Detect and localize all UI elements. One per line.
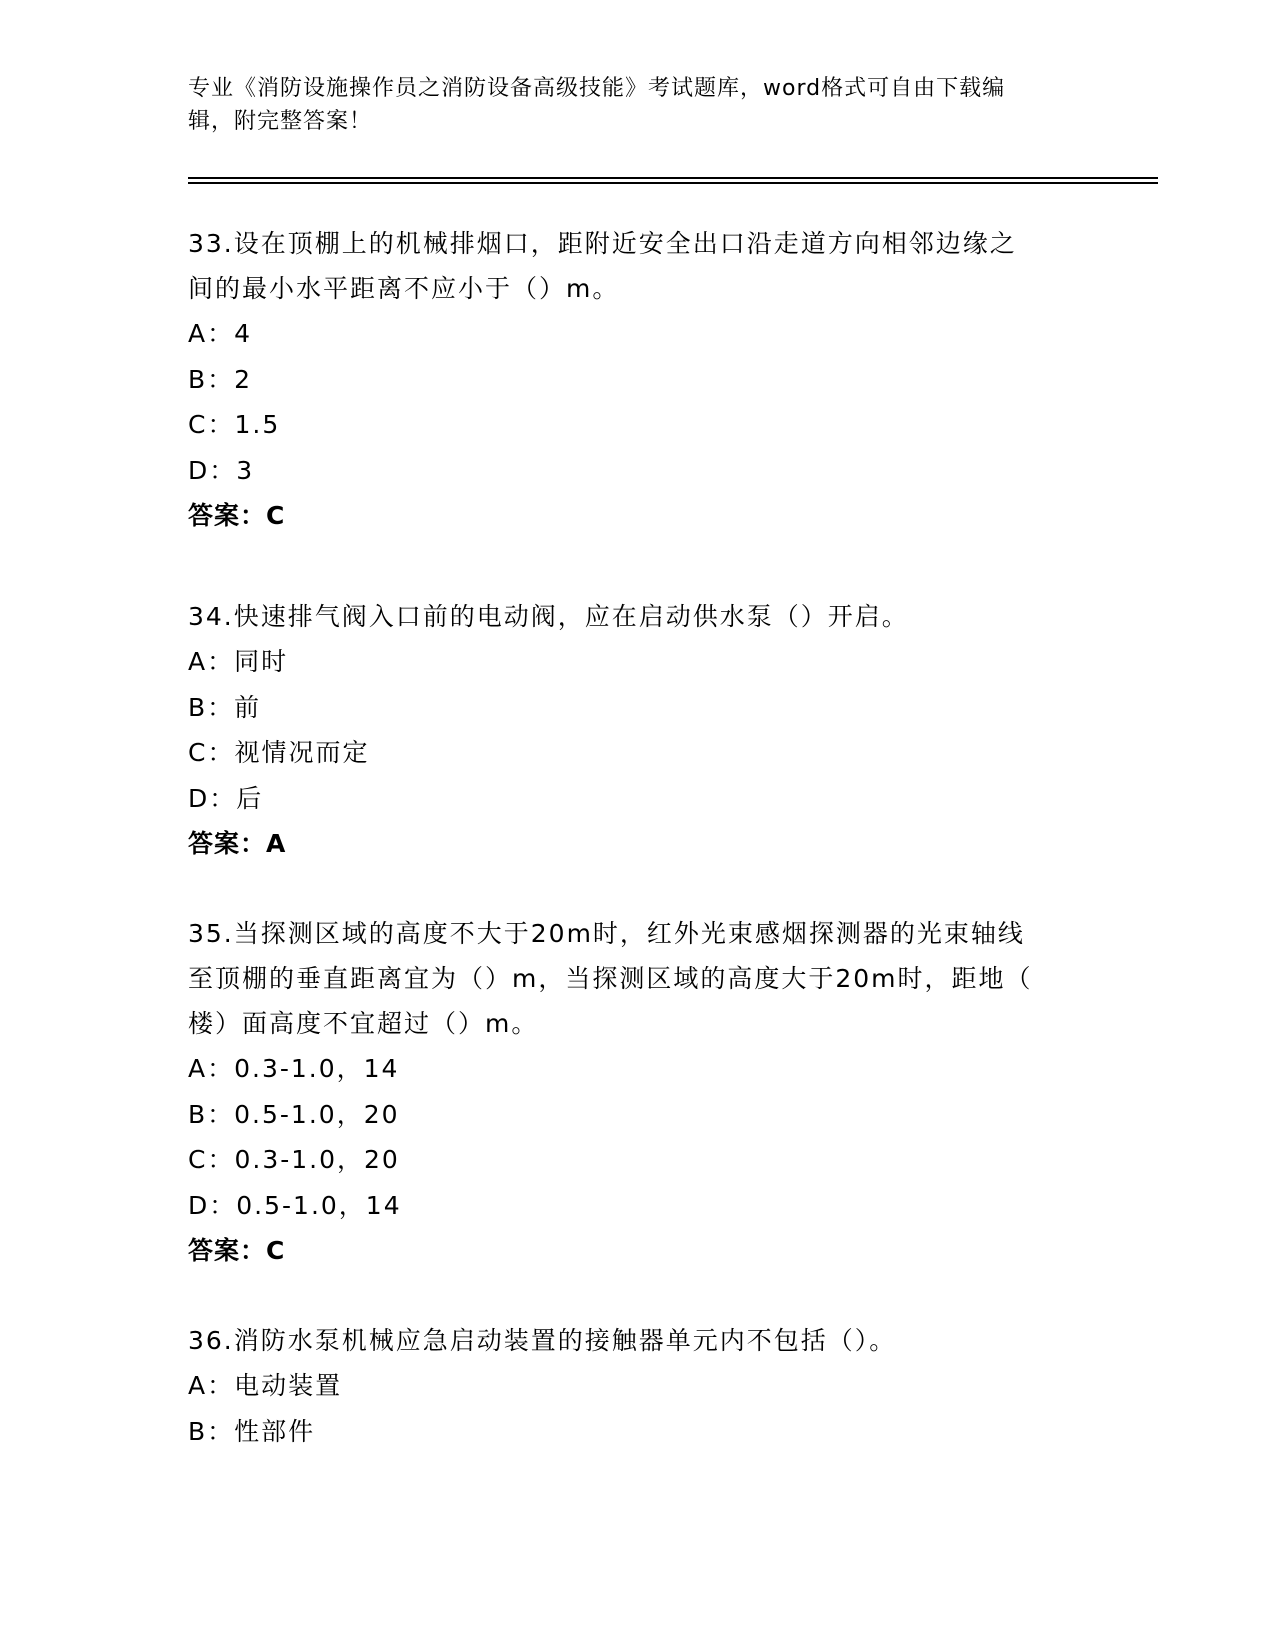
option-text: 3 [236,455,255,485]
option-text: 4 [234,319,253,348]
option-b [188,685,1088,731]
option-key: B： [188,1416,235,1446]
header-line-1: 专业《消防设施操作员之消防设备高级技能》考试题库，word格式可自由下载编 [188,76,1006,101]
option-c [188,402,1088,448]
option-d [188,776,1088,822]
option-d [188,448,1088,494]
header-line-2: 辑，附完整答案！ [188,109,373,134]
header-divider-bottom [188,182,1158,184]
option-text: 0.5-1.0，14 [236,1190,402,1220]
option-text: 后 [236,783,264,813]
answer: 答案：C [188,1236,286,1265]
option-text: 1.5 [234,410,281,439]
question-34 [188,594,1088,867]
option-key: B： [188,1099,235,1129]
question-stem-line: 楼）面高度不宜超过（）m。 [188,1009,539,1038]
answer: 答案：C [188,501,286,530]
question-stem-line: 33.设在顶棚上的机械排烟口，距附近安全出口沿走道方向相邻边缘之 [188,229,1017,258]
option-a [188,311,1088,357]
option-key: A： [188,1054,235,1083]
question-33 [188,221,1088,539]
option-text: 0.5-1.0，20 [234,1099,400,1129]
option-key: C： [188,1145,235,1174]
option-text: 前 [234,692,262,722]
option-key: A： [188,1371,235,1400]
answer: 答案：A [188,829,287,858]
option-text: 视情况而定 [234,738,370,767]
question-36 [188,1318,1088,1454]
header-divider-top [188,177,1158,179]
option-key: C： [188,738,235,767]
option-b [188,1092,1088,1138]
option-text: 2 [234,364,253,394]
document-header [188,72,1088,138]
option-d [188,1183,1088,1229]
option-text: 0.3-1.0，20 [234,1145,400,1174]
option-a [188,1363,1088,1409]
option-key: A： [188,647,235,676]
option-c [188,730,1088,776]
option-key: D： [188,455,237,485]
option-text: 电动装置 [234,1371,343,1400]
question-stem-line: 间的最小水平距离不应小于（）m。 [188,274,620,303]
option-key: D： [188,783,237,813]
question-stem-line: 36.消防水泵机械应急启动装置的接触器单元内不包括（）。 [188,1326,897,1355]
option-text: 同时 [234,647,289,676]
option-text: 0.3-1.0，14 [234,1054,400,1083]
question-35 [188,911,1088,1274]
option-key: D： [188,1190,237,1220]
question-stem-line: 35.当探测区域的高度不大于20m时，红外光束感烟探测器的光束轴线 [188,919,1025,948]
question-stem-line: 至顶棚的垂直距离宜为（）m，当探测区域的高度大于20m时，距地（ [188,964,1033,993]
question-stem-line: 34.快速排气阀入口前的电动阀，应在启动供水泵（）开启。 [188,602,909,631]
option-b [188,357,1088,403]
option-key: B： [188,364,235,394]
option-key: A： [188,319,235,348]
option-b [188,1409,1088,1455]
option-a [188,639,1088,685]
option-a [188,1046,1088,1092]
option-text: 性部件 [234,1416,316,1446]
option-key: C： [188,410,235,439]
option-c [188,1137,1088,1183]
option-key: B： [188,692,235,722]
